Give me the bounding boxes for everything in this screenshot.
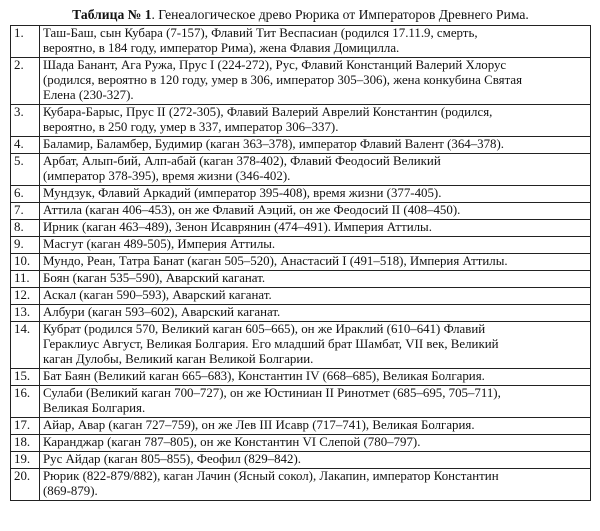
- row-number: 12.: [11, 288, 40, 305]
- row-text-line: Елена (230-327).: [43, 88, 134, 102]
- row-text: [40, 220, 591, 237]
- table-row: [11, 369, 591, 386]
- genealogy-table-body: [11, 26, 591, 501]
- row-text: [40, 469, 591, 501]
- table-row: [11, 26, 591, 58]
- table-row: [11, 58, 591, 105]
- row-text: [40, 203, 591, 220]
- row-text-line: Бат Баян (Великий каган 665–683), Константин IV (668–685), Великая Болгария.: [43, 369, 485, 383]
- row-text-line: Шада Банант, Ага Ружа, Прус I (224-272), Рус, Флавий Констанций Валерий Хлорус: [43, 58, 507, 72]
- row-text-line: Таш-Баш, сын Кубара (7-157), Флавий Тит Веспасиан (родился 17.11.9, смерть,: [43, 26, 478, 40]
- row-text-line: Масгут (каган 489-505), Империя Аттилы.: [43, 237, 276, 251]
- row-text: [40, 418, 591, 435]
- row-text: [40, 254, 591, 271]
- row-text-line: Албури (каган 593–602), Аварский каганат.: [43, 305, 281, 319]
- row-text-line: Кубара-Барыс, Прус II (272-305), Флавий Валерий Аврелий Константин (родился,: [43, 105, 493, 119]
- row-text: [40, 369, 591, 386]
- table-row: [11, 305, 591, 322]
- row-text: [40, 435, 591, 452]
- row-number: 10.: [11, 254, 40, 271]
- table-caption: [10, 6, 591, 23]
- row-text-line: Боян (каган 535–590), Аварский каганат.: [43, 271, 266, 285]
- row-text-line: Рюрик (822-879/882), каган Лачин (Ясный сокол), Лакапин, император Константин: [43, 469, 499, 483]
- row-text-line: Гераклиус Август, Великая Болгария. Его младший брат Шамбат, VII век, Великий: [43, 337, 499, 351]
- table-row: [11, 254, 591, 271]
- table-row: [11, 105, 591, 137]
- row-text-line: Ирник (каган 463–489), Зенон Исаврянин (474–491). Империя Аттилы.: [43, 220, 432, 234]
- row-text: [40, 271, 591, 288]
- row-text-line: Арбат, Алып-бий, Алп-абай (каган 378-402), Флавий Феодосий Великий: [43, 154, 441, 168]
- row-text-line: Аскал (каган 590–593), Аварский каганат.: [43, 288, 272, 302]
- row-text: [40, 386, 591, 418]
- row-number: 2.: [11, 58, 40, 105]
- row-text: [40, 58, 591, 105]
- row-text-line: (869-879).: [43, 484, 98, 498]
- row-text-line: Аттила (каган 406–453), он же Флавий Аэций, он же Феодосий II (408–450).: [43, 203, 461, 217]
- row-number: 11.: [11, 271, 40, 288]
- caption-label: Таблица № 1: [72, 7, 152, 22]
- row-text-line: Мундзук, Флавий Аркадий (император 395-408), время жизни (377-405).: [43, 186, 442, 200]
- row-text-line: Баламир, Баламбер, Будимир (каган 363–378), император Флавий Валент (364–378).: [43, 137, 505, 151]
- row-number: 6.: [11, 186, 40, 203]
- row-number: 18.: [11, 435, 40, 452]
- table-row: [11, 137, 591, 154]
- row-number: 14.: [11, 322, 40, 369]
- row-text: [40, 105, 591, 137]
- table-row: [11, 288, 591, 305]
- row-text: [40, 186, 591, 203]
- row-text-line: каган Дулобы, Великий каган Великой Болгарии.: [43, 352, 314, 366]
- row-text-line: Айар, Авар (каган 727–759), он же Лев III Исавр (717–741), Великая Болгария.: [43, 418, 475, 432]
- row-text-line: Сулаби (Великий каган 700–727), он же Юстиниан II Ринотмет (685–695, 705–711),: [43, 386, 501, 400]
- row-text: [40, 452, 591, 469]
- row-text: [40, 137, 591, 154]
- row-text-line: вероятно, в 250 году, умер в 337, император 306–337).: [43, 120, 339, 134]
- row-text: [40, 26, 591, 58]
- table-row: [11, 322, 591, 369]
- row-text: [40, 288, 591, 305]
- table-row: [11, 386, 591, 418]
- table-row: [11, 220, 591, 237]
- row-text: [40, 154, 591, 186]
- row-number: 1.: [11, 26, 40, 58]
- row-text-line: Мундо, Реан, Татра Банат (каган 505–520), Анастасий I (491–518), Империя Аттилы.: [43, 254, 508, 268]
- table-row: [11, 186, 591, 203]
- row-text-line: (император 378-395), время жизни (346-402).: [43, 169, 291, 183]
- row-number: 19.: [11, 452, 40, 469]
- row-text-line: Рус Айдар (каган 805–855), Феофил (829–842).: [43, 452, 301, 466]
- row-text: [40, 305, 591, 322]
- row-number: 15.: [11, 369, 40, 386]
- row-text-line: (родился, вероятно в 120 году, умер в 306, император 305–306), жена конкубина Святая: [43, 73, 523, 87]
- row-number: 8.: [11, 220, 40, 237]
- row-text-line: Каранджар (каган 787–805), он же Константин VI Слепой (780–797).: [43, 435, 421, 449]
- table-row: [11, 452, 591, 469]
- row-text: [40, 322, 591, 369]
- table-row: [11, 435, 591, 452]
- table-row: [11, 469, 591, 501]
- table-row: [11, 203, 591, 220]
- row-number: 5.: [11, 154, 40, 186]
- row-number: 7.: [11, 203, 40, 220]
- row-number: 16.: [11, 386, 40, 418]
- genealogy-table: [10, 25, 591, 501]
- row-number: 20.: [11, 469, 40, 501]
- table-row: [11, 154, 591, 186]
- row-text: [40, 237, 591, 254]
- table-row: [11, 271, 591, 288]
- caption-text: . Генеалогическое древо Рюрика от Императоров Древнего Рима.: [151, 7, 529, 22]
- row-text-line: Великая Болгария.: [43, 401, 146, 415]
- row-number: 9.: [11, 237, 40, 254]
- table-row: [11, 418, 591, 435]
- row-number: 13.: [11, 305, 40, 322]
- row-number: 17.: [11, 418, 40, 435]
- row-text-line: Кубрат (родился 570, Великий каган 605–665), он же Ираклий (610–641) Флавий: [43, 322, 486, 336]
- row-number: 3.: [11, 105, 40, 137]
- row-number: 4.: [11, 137, 40, 154]
- table-row: [11, 237, 591, 254]
- row-text-line: вероятно, в 184 году, император Рима), жена Флавия Домицилла.: [43, 41, 400, 55]
